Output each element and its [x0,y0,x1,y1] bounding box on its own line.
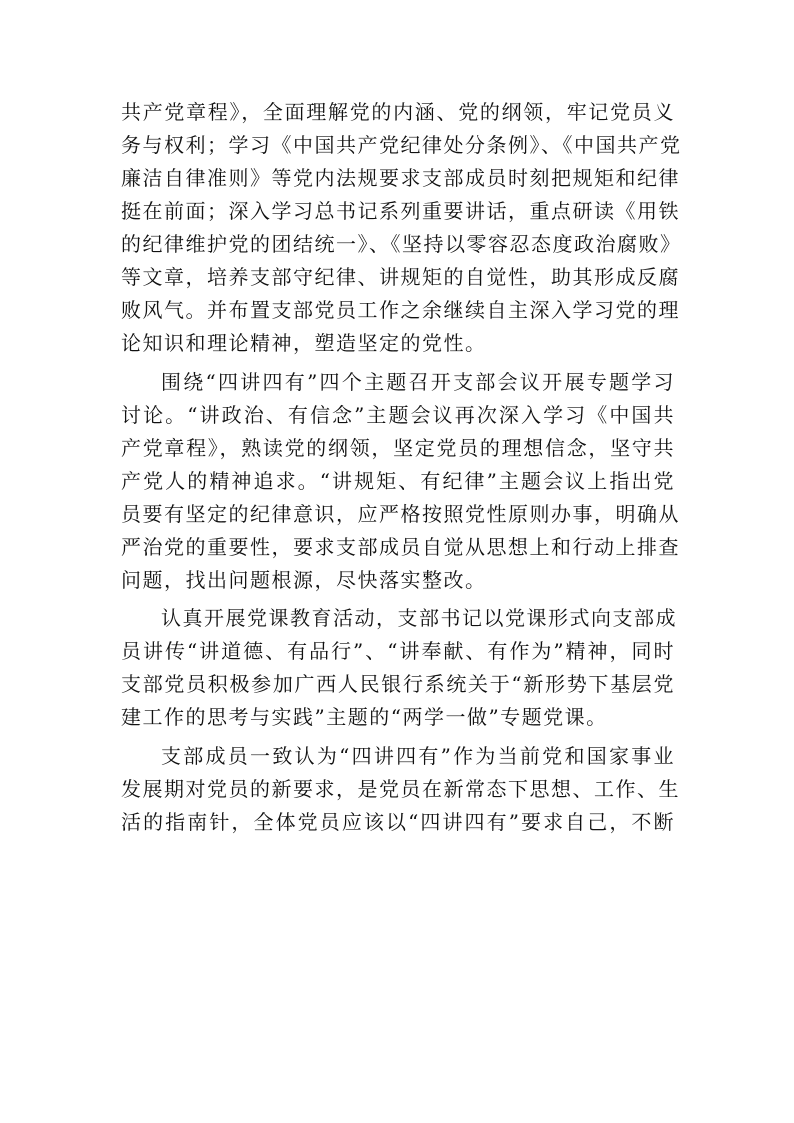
text-line: 的纪律维护党的团结统一》、《坚持以零容忍态度政治腐败》 [121,232,682,256]
text-line: 务与权利；学习《中国共产党纪律处分条例》、《中国共产党 [121,133,682,157]
text-line: 廉洁自律准则》等党内法规要求支部成员时刻把规矩和纪律 [121,166,680,190]
paragraph-1 [121,96,682,360]
paragraph-4 [121,740,680,839]
text-line: 发展期对党员的新要求，是党员在新常态下思想、工作、生 [121,776,680,801]
text-line: 产党人的精神追求。“讲规矩、有纪律”主题会议上指出党 [121,468,675,493]
text-line: 活的指南针，全体党员应该以“四讲四有”要求自己，不断 [121,809,675,834]
text-line: 问题，找出问题根源，尽快落实整改。 [121,567,487,592]
text-line: 员要有坚定的纪律意识，应严格按照党性原则办事，明确从 [121,501,680,526]
text-line: 等文章，培养支部守纪律、讲规矩的自觉性，助其形成反腐 [121,265,680,289]
text-line: 认真开展党课教育活动，支部书记以党课形式向支部成 [161,606,677,630]
text-line: 支部成员一致认为“四讲四有”作为当前党和国家事业 [161,743,675,768]
paragraph-2 [121,366,680,597]
text-line: 建工作的思考与实践”主题的“两学一做”专题党课。 [121,705,608,729]
text-line: 讨论。“讲政治、有信念”主题会议再次深入学习《中国共 [121,402,675,427]
text-line: 产党章程》，熟读党的纲领，坚定党员的理想信念，坚守共 [121,435,675,460]
text-line: 员讲传“讲道德、有品行”、“讲奉献、有作为”精神，同时 [121,639,675,663]
paragraph-3 [121,602,675,734]
text-line: 共产党章程》，全面理解党的内涵、党的纲领，牢记党员义 [121,100,675,124]
text-line: 挺在前面；深入学习总书记系列重要讲话，重点研读《用铁 [121,199,680,223]
document-body [121,96,682,839]
text-line: 败风气。并布置支部党员工作之余继续自主深入学习党的理 [121,298,680,322]
text-line: 围绕“四讲四有”四个主题召开支部会议开展专题学习 [161,369,675,394]
text-line: 支部党员积极参加广西人民银行系统关于“新形势下基层党 [121,672,675,696]
text-line: 严治党的重要性，要求支部成员自觉从思想上和行动上排查 [121,534,680,559]
text-line: 论知识和理论精神，塑造坚定的党性。 [121,331,487,355]
